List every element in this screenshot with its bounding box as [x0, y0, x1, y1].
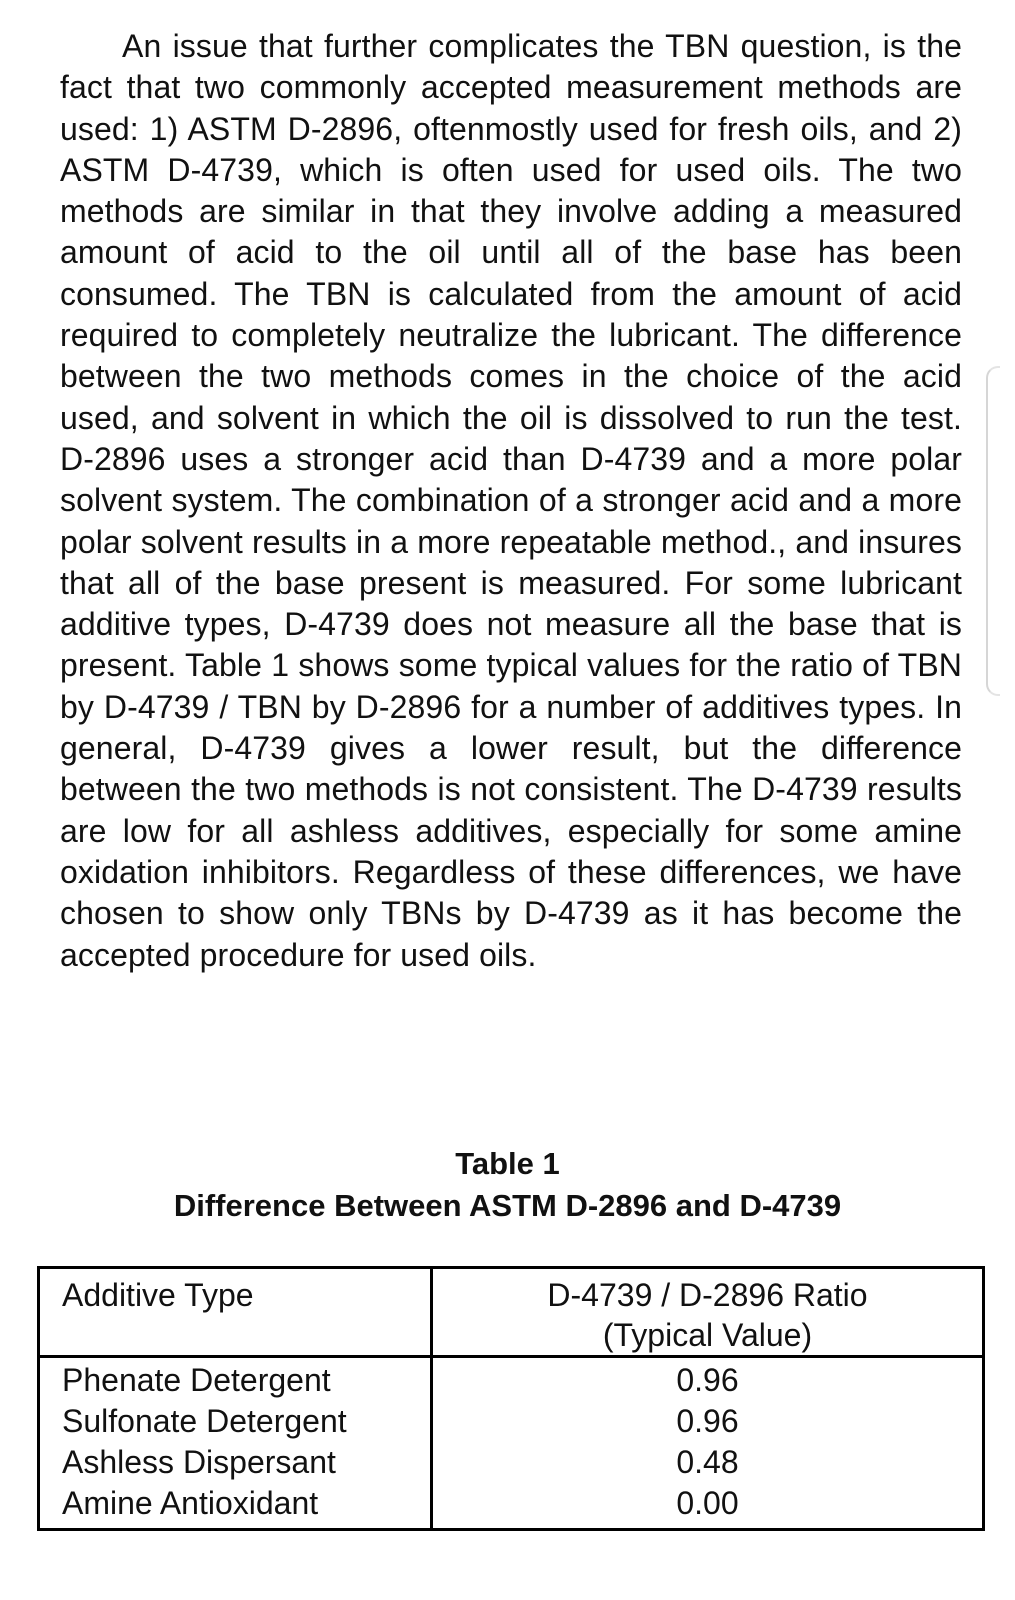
header-additive-type: Additive Type: [39, 1268, 432, 1357]
ratio-cell: 0.96: [676, 1362, 739, 1398]
additive-type-cell: Phenate Detergent: [39, 1357, 432, 1402]
ratio-cell: 0.00: [676, 1485, 739, 1521]
table-number: Table 1: [455, 1146, 560, 1181]
table-row: [39, 1483, 984, 1530]
table-header-row: [39, 1268, 984, 1357]
ratio-table: [37, 1266, 985, 1531]
scroll-edge-handle[interactable]: [986, 366, 1000, 696]
header-ratio-line2: (Typical Value): [602, 1317, 813, 1353]
table-title: Difference Between ASTM D-2896 and D-4739: [173, 1188, 842, 1223]
ratio-cell: 0.48: [676, 1444, 739, 1480]
ratio-cell: 0.96: [676, 1403, 739, 1439]
header-ratio-line1: D-4739 / D-2896 Ratio: [547, 1277, 868, 1313]
header-ratio: [432, 1268, 984, 1357]
table-row: [39, 1442, 984, 1483]
additive-type-cell: Amine Antioxidant: [39, 1483, 432, 1530]
table-row: [39, 1401, 984, 1442]
table-caption: [0, 1143, 1015, 1227]
additive-type-cell: Ashless Dispersant: [39, 1442, 432, 1483]
additive-type-cell: Sulfonate Detergent: [39, 1401, 432, 1442]
table-row: [39, 1357, 984, 1402]
body-paragraph: An issue that further complicates the TBN question, is the fact that two commonly accepted measurement methods are used: 1) ASTM D-2896, oftenmostly used for fresh oils, and 2) ASTM D-4739, which is often used for used oils. The two methods are similar in that they involve adding a measured amount of acid to the oil until all of the base has been consumed. The TBN is calculated from the amount of acid required to completely neutralize the lubricant. The difference between the two methods comes in the choice of the acid used, and solvent in which the oil is dissolved to run the test. D-2896 uses a stronger acid than D-4739 and a more polar solvent system. The combination of a stronger acid and a more polar solvent results in a more repeatable method., and insures that all of the base present is measured. For some lubricant additive types, D-4739 does not measure all the base that is present. Table 1 shows some typical values for the ratio of TBN by D-4739 / TBN by D-2896 for a number of additives types. In general, D-4739 gives a lower result, but the difference between the two methods is not consistent. The D-4739 results are low for all ashless additives, especially for some amine oxidation inhibitors. Regardless of these differences, we have chosen to show only TBNs by D-4739 as it has become the accepted procedure for used oils.: [60, 28, 962, 973]
